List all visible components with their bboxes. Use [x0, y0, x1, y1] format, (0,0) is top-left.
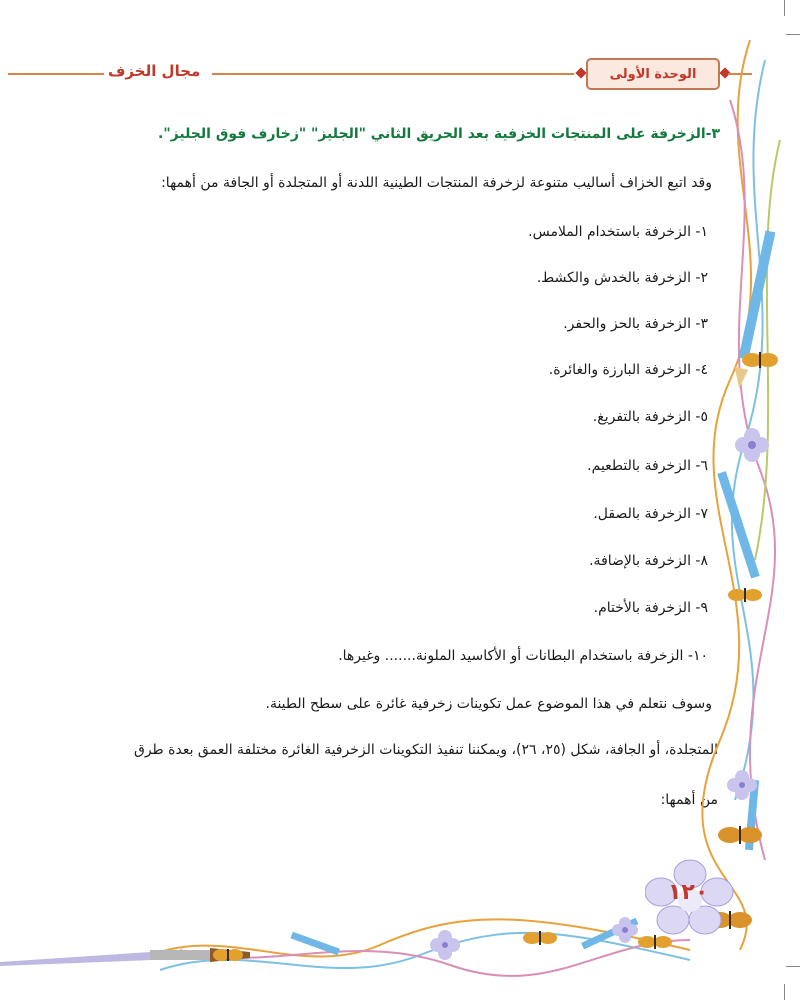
list-item: ٨- الزخرفة بالإضافة.	[589, 553, 708, 569]
header-rule-left	[8, 73, 104, 75]
flower-icon	[430, 930, 460, 960]
paragraph-line: من أهمها:	[660, 792, 718, 808]
paragraph-line: المتجلدة، أو الجافة، شكل (٢٥، ٢٦)، ويمكننا تنفيذ التكوينات الزخرفية الغائرة مختلفة العمق بعدة طرق	[133, 742, 718, 758]
header-rule-middle	[212, 73, 574, 75]
field-title: مجال الخزف	[108, 62, 201, 80]
decorative-border-right	[690, 40, 800, 950]
crop-mark	[786, 966, 800, 967]
list-item: ٣- الزخرفة بالحز والحفر.	[563, 316, 708, 332]
butterfly-icon	[742, 352, 778, 368]
crop-mark	[786, 34, 800, 35]
pencil-icon	[717, 471, 760, 578]
page-number: ١٢٠	[668, 880, 709, 905]
butterfly-icon	[728, 588, 762, 602]
butterfly-icon	[718, 826, 762, 844]
butterfly-icon	[523, 931, 557, 945]
pencil-icon	[290, 932, 339, 956]
paintbrush-icon	[0, 948, 250, 966]
list-item: ٦- الزخرفة بالتطعيم.	[587, 458, 708, 474]
butterfly-icon	[638, 935, 672, 949]
crop-mark	[784, 984, 785, 1000]
list-item: ٥- الزخرفة بالتفريغ.	[592, 409, 708, 425]
list-item: ١- الزخرفة باستخدام الملامس.	[528, 224, 708, 240]
decorative-border-bottom	[0, 900, 700, 990]
crop-mark	[784, 0, 785, 16]
paragraph-line: وسوف نتعلم في هذا الموضوع عمل تكوينات زخرفية غائرة على سطح الطينة.	[265, 696, 712, 712]
unit-title: الوحدة الأولى	[609, 66, 697, 82]
butterfly-icon	[213, 949, 243, 961]
list-item: ٩- الزخرفة بالأختام.	[593, 600, 708, 616]
list-item: ٤- الزخرفة البارزة والغائرة.	[548, 362, 708, 378]
list-item: ٢- الزخرفة بالخدش والكشط.	[536, 270, 708, 286]
intro-text: وقد اتبع الخزاف أساليب متنوعة لزخرفة المنتجات الطينية اللدنة أو المتجلدة أو الجافة من أهمها:	[161, 175, 712, 191]
list-item: ٧- الزخرفة بالصقل.	[593, 506, 708, 522]
list-item: ١٠- الزخرفة باستخدام البطانات أو الأكاسيد الملونة....... وغيرها.	[338, 648, 708, 664]
section-heading: ٣-الزخرفة على المنتجات الخزفية بعد الحريق الثاني "الجليز" "زخارف فوق الجليز".	[158, 126, 720, 142]
